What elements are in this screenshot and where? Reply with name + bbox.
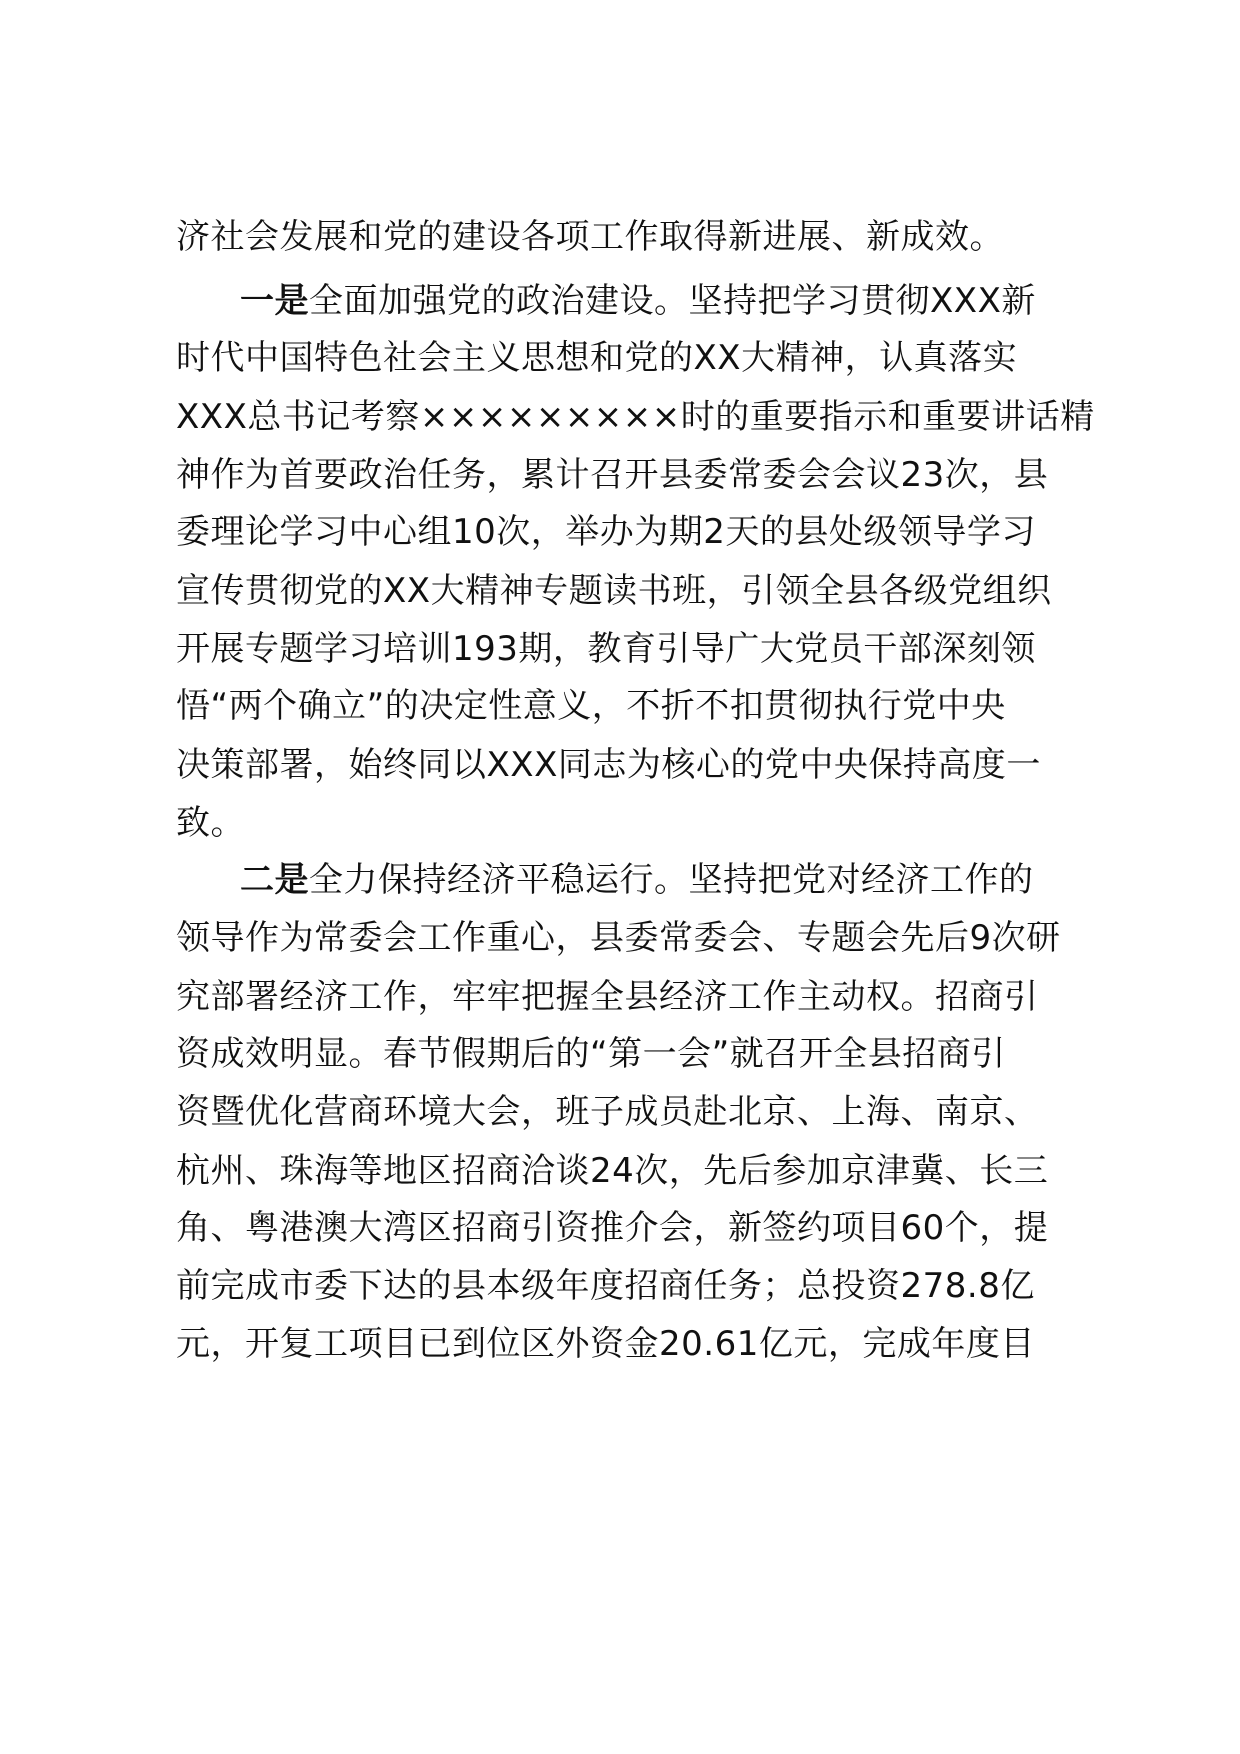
paragraph-one-line: 决策部署，始终同以XXX同志为核心的党中央保持高度一	[176, 745, 1041, 785]
paragraph-two-line: 杭州、珠海等地区招商洽谈24次，先后参加京津冀、长三	[176, 1151, 1049, 1191]
paragraph-one-line: 委理论学习中心组10次，举办为期2天的县处级领导学习	[176, 512, 1036, 552]
paragraph-one-line: 全面加强党的政治建设。坚持把学习贯彻XXX新	[309, 281, 1036, 321]
paragraph-one-line: 悟“两个确立”的决定性意义，不折不扣贯彻执行党中央	[176, 686, 1006, 726]
paragraph-two-lead: 二是	[240, 860, 309, 900]
paragraph-two-line: 资成效明显。春节假期后的“第一会”就召开全县招商引	[176, 1034, 1006, 1074]
paragraph-one-line: XXX总书记考察×××××××××时的重要指示和重要讲话精	[176, 397, 1095, 437]
paragraph-one-line: 时代中国特色社会主义思想和党的XX大精神，认真落实	[176, 338, 1018, 378]
paragraph-two-line: 全力保持经济平稳运行。坚持把党对经济工作的	[309, 860, 1034, 900]
paragraph-one-line: 神作为首要政治任务，累计召开县委常委会会议23次，县	[176, 455, 1049, 495]
paragraph-two-first-line	[240, 860, 1034, 900]
paragraph-two-line: 角、粤港澳大湾区招商引资推介会，新签约项目60个，提	[176, 1208, 1049, 1248]
paragraph-one-lead: 一是	[240, 281, 309, 321]
paragraph-two-line: 前完成市委下达的县本级年度招商任务；总投资278.8亿	[176, 1266, 1035, 1306]
paragraph-two-line: 资暨优化营商环境大会，班子成员赴北京、上海、南京、	[176, 1092, 1039, 1132]
paragraph-two-line: 元，开复工项目已到位区外资金20.61亿元，完成年度目	[176, 1324, 1035, 1364]
paragraph-continued-line: 济社会发展和党的建设各项工作取得新进展、新成效。	[176, 217, 1004, 257]
paragraph-two-line: 究部署经济工作，牢牢把握全县经济工作主动权。招商引	[176, 977, 1039, 1017]
paragraph-one-line: 宣传贯彻党的XX大精神专题读书班，引领全县各级党组织	[176, 571, 1052, 611]
paragraph-one-first-line	[240, 281, 1036, 321]
paragraph-two-line: 领导作为常委会工作重心，县委常委会、专题会先后9次研	[176, 918, 1061, 958]
paragraph-one-line: 致。	[176, 803, 245, 843]
paragraph-one-line: 开展专题学习培训193期，教育引导广大党员干部深刻领	[176, 629, 1036, 669]
